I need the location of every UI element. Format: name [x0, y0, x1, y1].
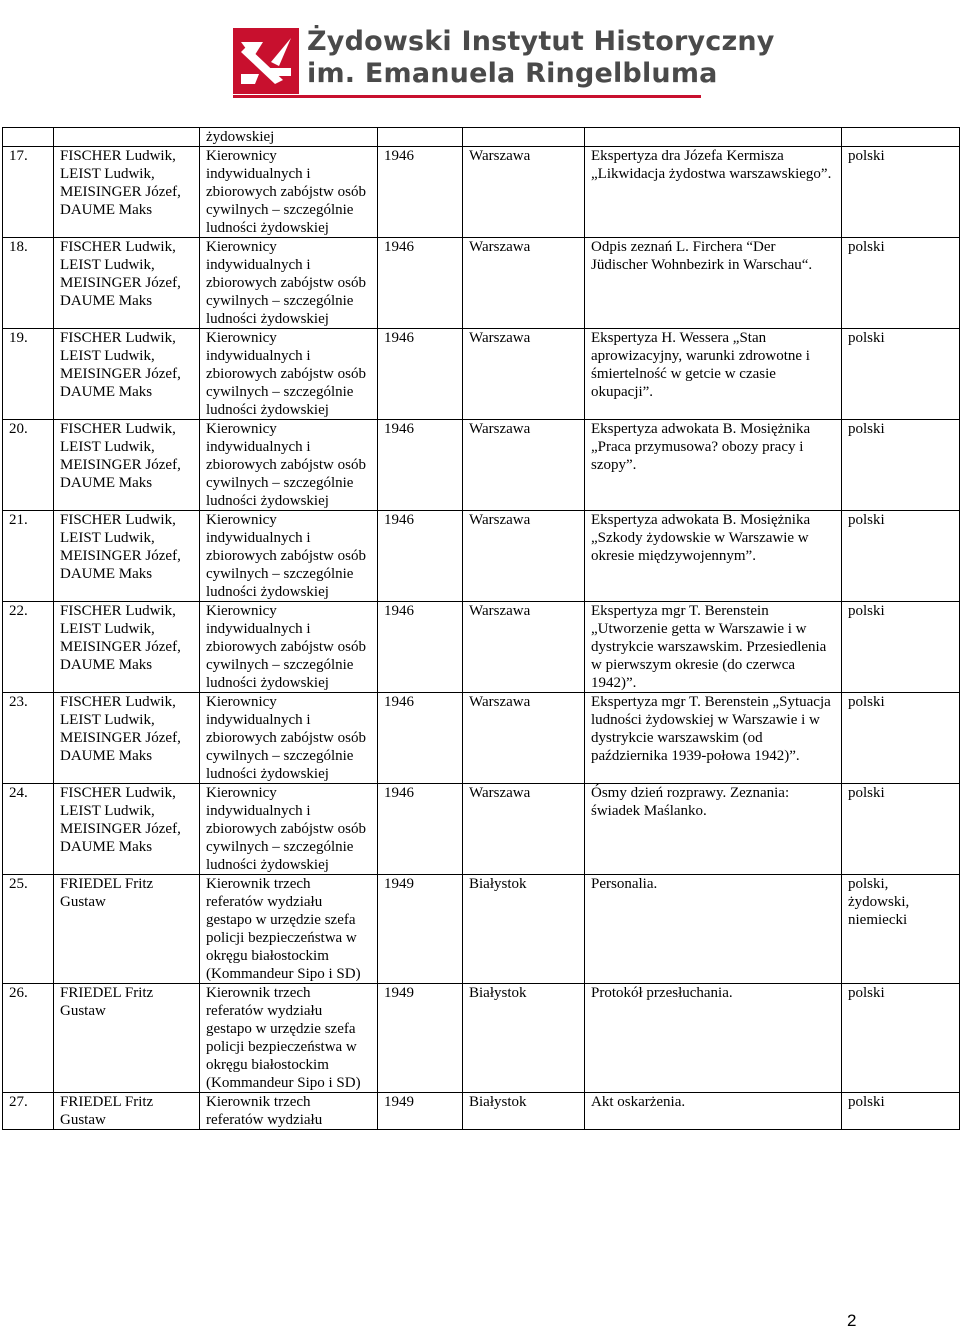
zih-logo-icon	[233, 28, 299, 94]
cell-name: FRIEDEL Fritz Gustaw	[54, 1093, 200, 1130]
cell-no: 19.	[3, 329, 54, 420]
cell-place: Warszawa	[463, 147, 585, 238]
cell-no: 18.	[3, 238, 54, 329]
table-row	[3, 147, 960, 238]
cell-place: Warszawa	[463, 784, 585, 875]
cell-no: 27.	[3, 1093, 54, 1130]
cell-year: 1946	[378, 147, 463, 238]
cell-desc: Ósmy dzień rozprawy. Zeznania: świadek Maślanko.	[585, 784, 842, 875]
cell-func: Kierownicy indywidualnych i zbiorowych zabójstw osób cywilnych – szczególnie ludności żydowskiej	[200, 329, 378, 420]
cell-year: 1946	[378, 602, 463, 693]
institute-logo	[233, 26, 775, 98]
records-table	[2, 127, 960, 1130]
cell-year: 1946	[378, 511, 463, 602]
cell-place: Warszawa	[463, 329, 585, 420]
cell-name: FISCHER Ludwik, LEIST Ludwik, MEISINGER Józef, DAUME Maks	[54, 693, 200, 784]
cell-lang: polski	[842, 1093, 960, 1130]
cell-lang: polski	[842, 784, 960, 875]
cell-year: 1946	[378, 420, 463, 511]
cell-no: 22.	[3, 602, 54, 693]
cell-desc: Ekspertyza mgr T. Berenstein „Utworzenie getta w Warszawie i w dystrykcie warszawskim. Przesiedlenia w pierwszym okresie (do czerwca 1942)”.	[585, 602, 842, 693]
cell-no: 25.	[3, 875, 54, 984]
table-row	[3, 1093, 960, 1130]
cell-desc	[585, 128, 842, 147]
cell-desc: Ekspertyza adwokata B. Mosiężnika „Szkody żydowskie w Warszawie w okresie międzywojennym”.	[585, 511, 842, 602]
cell-no: 24.	[3, 784, 54, 875]
cell-place	[463, 128, 585, 147]
cell-func: Kierownik trzech referatów wydziału	[200, 1093, 378, 1130]
table-row	[3, 511, 960, 602]
logo-underline	[233, 95, 701, 98]
cell-name: FISCHER Ludwik, LEIST Ludwik, MEISINGER Józef, DAUME Maks	[54, 784, 200, 875]
cell-func: Kierownicy indywidualnych i zbiorowych zabójstw osób cywilnych – szczególnie ludności żydowskiej	[200, 420, 378, 511]
cell-func: Kierownik trzech referatów wydziału gestapo w urzędzie szefa policji bezpieczeństwa w okręgu białostockim (Kommandeur Sipo i SD)	[200, 875, 378, 984]
cell-desc: Ekspertyza adwokata B. Mosiężnika „Praca przymusowa? obozy pracy i szopy”.	[585, 420, 842, 511]
cell-lang: polski	[842, 329, 960, 420]
table-row	[3, 329, 960, 420]
cell-lang: polski	[842, 984, 960, 1093]
table-row	[3, 875, 960, 984]
cell-desc: Odpis zeznań L. Firchera “Der Jüdischer Wohnbezirk in Warschau“.	[585, 238, 842, 329]
cell-func: Kierownicy indywidualnych i zbiorowych zabójstw osób cywilnych – szczególnie ludności żydowskiej	[200, 784, 378, 875]
cell-no: 23.	[3, 693, 54, 784]
cell-place: Białystok	[463, 875, 585, 984]
cell-no	[3, 128, 54, 147]
table-row	[3, 602, 960, 693]
cell-year: 1946	[378, 329, 463, 420]
cell-name: FISCHER Ludwik, LEIST Ludwik, MEISINGER Józef, DAUME Maks	[54, 238, 200, 329]
cell-year	[378, 128, 463, 147]
cell-lang: polski	[842, 511, 960, 602]
records-body	[3, 128, 960, 1130]
cell-name: FISCHER Ludwik, LEIST Ludwik, MEISINGER Józef, DAUME Maks	[54, 329, 200, 420]
cell-name: FISCHER Ludwik, LEIST Ludwik, MEISINGER Józef, DAUME Maks	[54, 420, 200, 511]
cell-desc: Ekspertyza mgr T. Berenstein „Sytuacja ludności żydowskiej w Warszawie i w dystrykcie warszawskim (od października 1939-połowa 1942)”.	[585, 693, 842, 784]
cell-desc: Akt oskarżenia.	[585, 1093, 842, 1130]
page-number: 2	[847, 1311, 857, 1330]
cell-name: FISCHER Ludwik, LEIST Ludwik, MEISINGER Józef, DAUME Maks	[54, 602, 200, 693]
cell-desc: Protokół przesłuchania.	[585, 984, 842, 1093]
cell-no: 17.	[3, 147, 54, 238]
cell-desc: Ekspertyza dra Józefa Kermisza „Likwidacja żydostwa warszawskiego”.	[585, 147, 842, 238]
cell-desc: Personalia.	[585, 875, 842, 984]
cell-place: Białystok	[463, 1093, 585, 1130]
table-row	[3, 784, 960, 875]
cell-place: Warszawa	[463, 238, 585, 329]
table-row-continuation	[3, 128, 960, 147]
cell-place: Warszawa	[463, 602, 585, 693]
cell-func: Kierownik trzech referatów wydziału gestapo w urzędzie szefa policji bezpieczeństwa w okręgu białostockim (Kommandeur Sipo i SD)	[200, 984, 378, 1093]
cell-name: FISCHER Ludwik, LEIST Ludwik, MEISINGER Józef, DAUME Maks	[54, 511, 200, 602]
logo-subtitle: im. Emanuela Ringelbluma	[307, 58, 718, 89]
cell-place: Warszawa	[463, 420, 585, 511]
table-row	[3, 984, 960, 1093]
cell-year: 1949	[378, 875, 463, 984]
cell-func: żydowskiej	[200, 128, 378, 147]
cell-name: FRIEDEL Fritz Gustaw	[54, 984, 200, 1093]
cell-name: FRIEDEL Fritz Gustaw	[54, 875, 200, 984]
table-row	[3, 238, 960, 329]
logo-title: Żydowski Instytut Historyczny	[307, 26, 775, 57]
cell-no: 20.	[3, 420, 54, 511]
cell-func: Kierownicy indywidualnych i zbiorowych zabójstw osób cywilnych – szczególnie ludności żydowskiej	[200, 511, 378, 602]
cell-lang: polski	[842, 693, 960, 784]
cell-place: Warszawa	[463, 511, 585, 602]
cell-year: 1946	[378, 693, 463, 784]
cell-func: Kierownicy indywidualnych i zbiorowych zabójstw osób cywilnych – szczególnie ludności żydowskiej	[200, 693, 378, 784]
cell-year: 1946	[378, 784, 463, 875]
cell-func: Kierownicy indywidualnych i zbiorowych zabójstw osób cywilnych – szczególnie ludności żydowskiej	[200, 238, 378, 329]
cell-place: Warszawa	[463, 693, 585, 784]
table-row	[3, 693, 960, 784]
cell-func: Kierownicy indywidualnych i zbiorowych zabójstw osób cywilnych – szczególnie ludności żydowskiej	[200, 602, 378, 693]
cell-name	[54, 128, 200, 147]
table-row	[3, 420, 960, 511]
cell-no: 21.	[3, 511, 54, 602]
cell-year: 1946	[378, 238, 463, 329]
cell-lang: polski, żydowski, niemiecki	[842, 875, 960, 984]
cell-desc: Ekspertyza H. Wessera „Stan aprowizacyjny, warunki zdrowotne i śmiertelność w getcie w czasie okupacji”.	[585, 329, 842, 420]
cell-func: Kierownicy indywidualnych i zbiorowych zabójstw osób cywilnych – szczególnie ludności żydowskiej	[200, 147, 378, 238]
cell-lang	[842, 128, 960, 147]
cell-lang: polski	[842, 238, 960, 329]
cell-lang: polski	[842, 420, 960, 511]
cell-year: 1949	[378, 1093, 463, 1130]
cell-no: 26.	[3, 984, 54, 1093]
cell-lang: polski	[842, 602, 960, 693]
cell-year: 1949	[378, 984, 463, 1093]
cell-place: Białystok	[463, 984, 585, 1093]
cell-name: FISCHER Ludwik, LEIST Ludwik, MEISINGER Józef, DAUME Maks	[54, 147, 200, 238]
cell-lang: polski	[842, 147, 960, 238]
